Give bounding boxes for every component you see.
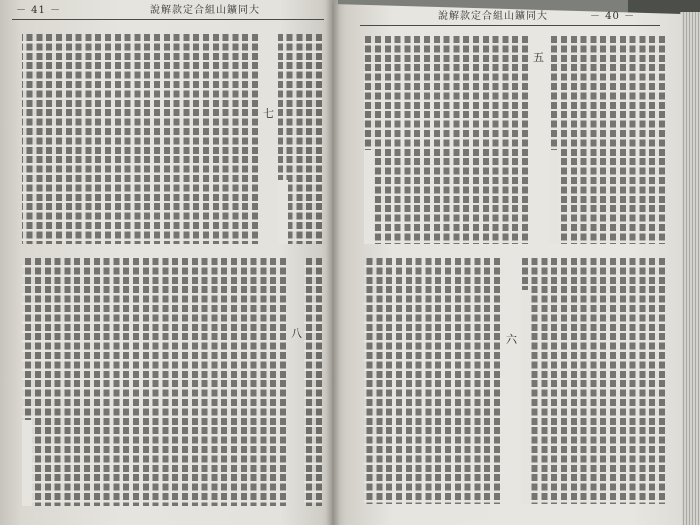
left-page-number: － 41 － (16, 5, 62, 16)
right-upper-short-column (549, 150, 559, 244)
section-number-six: 六 (506, 333, 517, 346)
right-upper-text-columns-a (549, 36, 665, 244)
left-lower-short-column (22, 420, 32, 506)
right-upper-text-columns-b (364, 36, 528, 244)
section-number-seven: 七 (263, 107, 274, 120)
section-number-five: 五 (533, 51, 544, 64)
right-upper-short-column-2 (364, 150, 374, 244)
left-upper-text-columns-b (22, 34, 258, 244)
right-running-title: 說解款定合組山鑛同大 (438, 11, 548, 22)
left-lower-text-columns-b (22, 258, 286, 506)
right-header-rule (360, 25, 660, 26)
left-upper-short-column (278, 180, 288, 244)
right-lower-text-columns-b (364, 258, 500, 504)
right-lower-short-column (521, 290, 531, 504)
right-lower-text-columns-a (521, 258, 665, 504)
right-page-number: － 40 － (590, 11, 636, 22)
page-stack-edges (680, 12, 700, 525)
book-spine-shadow (326, 0, 340, 525)
left-running-title: 說解款定合組山鑛同大 (150, 5, 260, 16)
left-header-rule (12, 19, 324, 20)
section-number-eight: 八 (291, 327, 302, 340)
left-lower-text-columns-a (304, 258, 322, 506)
